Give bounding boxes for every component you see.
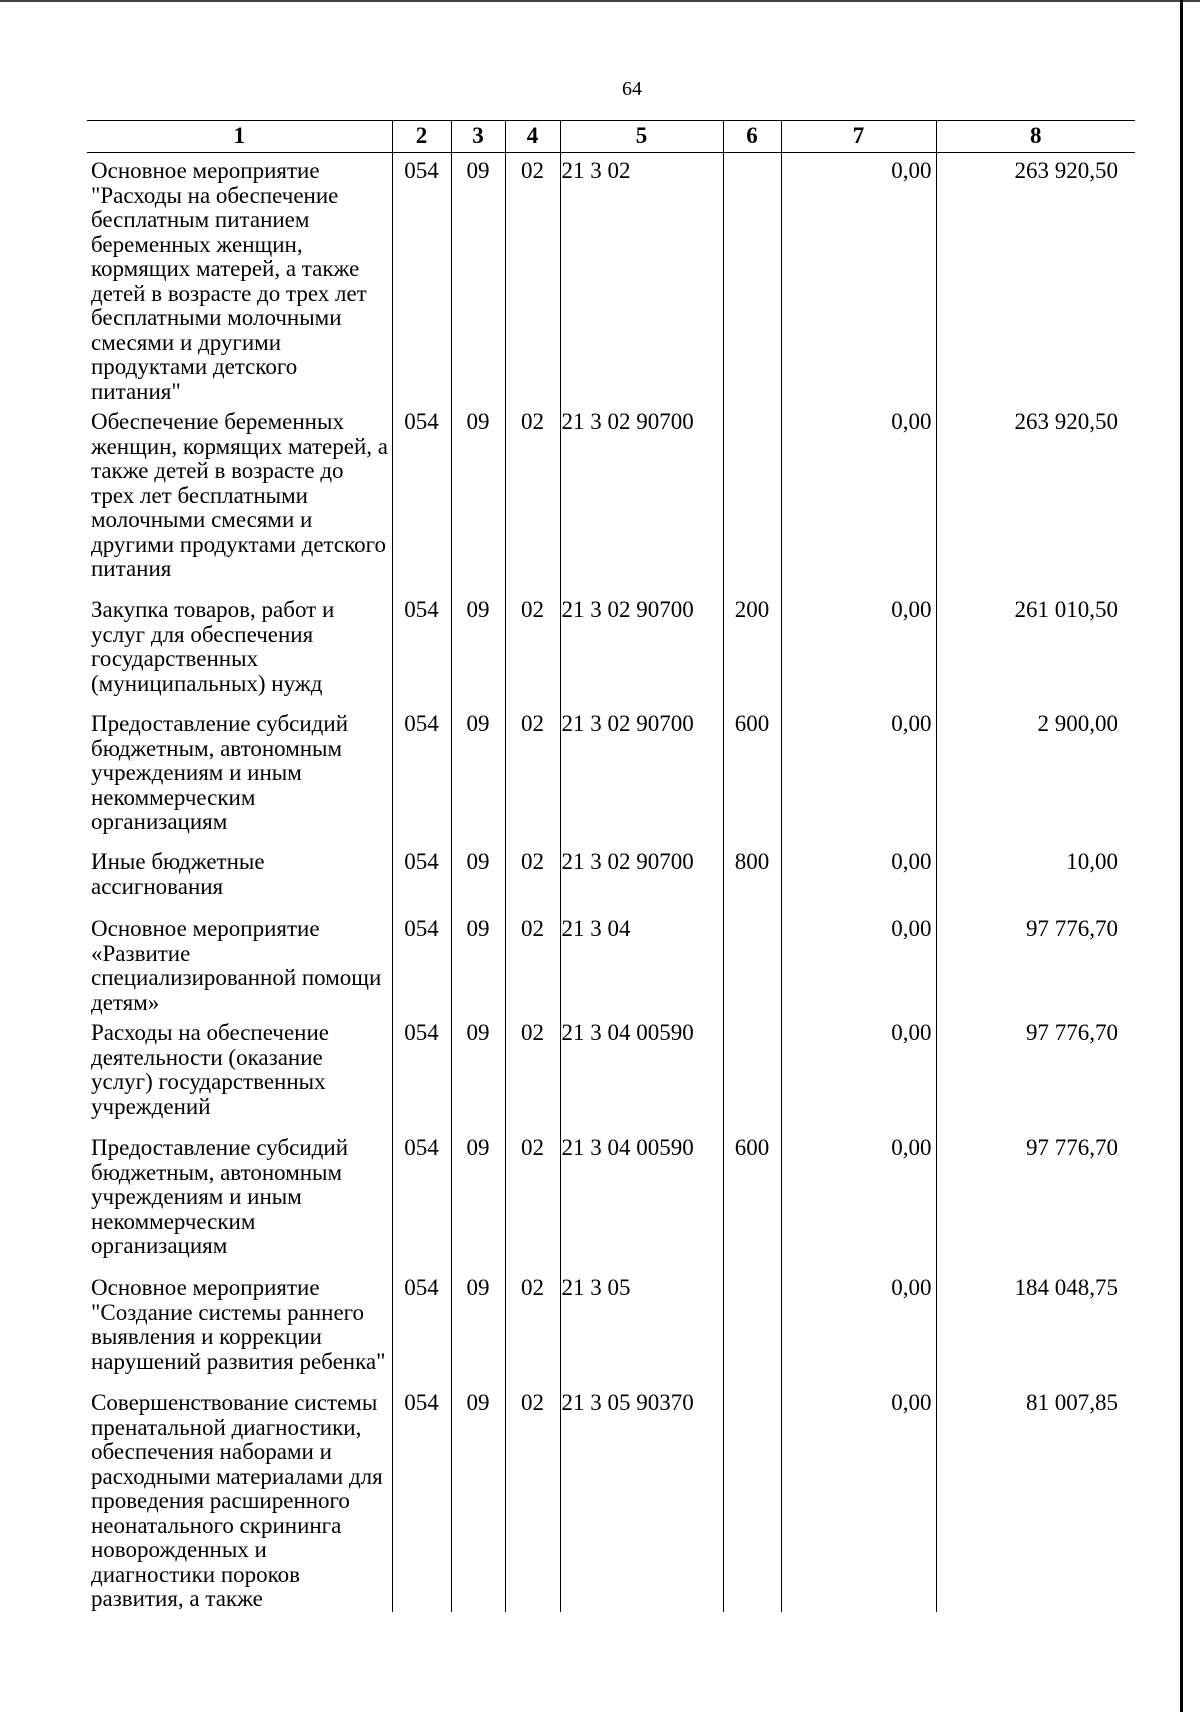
- row-pr: 02: [505, 592, 560, 706]
- row-name: Предоставление субсидий бюджетным, автономным учреждениям и иным некоммерческим организациям: [91, 1135, 348, 1258]
- row-name: Обеспечение беременных женщин, кормящих матерей, а также детей в возрасте до трех лет бесплатными молочными смесями и другими продуктами детского питания: [91, 409, 388, 581]
- row-sum2: 261 010,50: [936, 592, 1135, 706]
- row-grbs: 054: [392, 1385, 451, 1612]
- row-name: Основное мероприятие "Расходы на обеспечение бесплатным питанием беременных женщин, кормящих матерей, а также детей в возрасте до трех лет бесплатными молочными смесями и другими продуктами детского питания": [91, 158, 367, 404]
- row-sum1: 0,00: [781, 153, 936, 405]
- row-vr: 600: [723, 1130, 781, 1270]
- row-csr: 21 3 02 90700: [560, 706, 723, 844]
- row-grbs: 054: [392, 844, 451, 911]
- row-sum2: 263 920,50: [936, 404, 1135, 592]
- row-sum2: 81 007,85: [936, 1385, 1135, 1612]
- row-rz: 09: [451, 911, 505, 1015]
- header-row: [87, 121, 1135, 153]
- row-rz: 09: [451, 1130, 505, 1270]
- row-csr: 21 3 02 90700: [560, 844, 723, 911]
- row-grbs: 054: [392, 1270, 451, 1385]
- row-sum1: 0,00: [781, 592, 936, 706]
- row-rz: 09: [451, 592, 505, 706]
- row-sum2: 97 776,70: [936, 1130, 1135, 1270]
- table-row: [87, 1270, 1135, 1385]
- row-rz: 09: [451, 706, 505, 844]
- row-rz: 09: [451, 1385, 505, 1612]
- header-col-8: 8: [936, 121, 1135, 153]
- row-sum1: 0,00: [781, 844, 936, 911]
- row-csr: 21 3 05: [560, 1270, 723, 1385]
- row-sum2: 263 920,50: [936, 153, 1135, 405]
- row-name: Иные бюджетные ассигнования: [91, 849, 265, 899]
- row-pr: 02: [505, 153, 560, 405]
- row-sum1: 0,00: [781, 1270, 936, 1385]
- header-col-2: 2: [392, 121, 451, 153]
- row-rz: 09: [451, 404, 505, 592]
- table-row: [87, 404, 1135, 592]
- row-sum1: 0,00: [781, 706, 936, 844]
- row-grbs: 054: [392, 1015, 451, 1130]
- row-rz: 09: [451, 153, 505, 405]
- header-col-4: 4: [505, 121, 560, 153]
- table-row: [87, 706, 1135, 844]
- budget-table: [87, 120, 1135, 1612]
- row-name: Совершенствование системы пренатальной диагностики, обеспечения наборами и расходными материалами для проведения расширенного неонатального скрининга новорожденных и диагностики пороков развития, а также: [91, 1390, 383, 1611]
- row-vr: [723, 1385, 781, 1612]
- table-row: [87, 911, 1135, 1015]
- row-pr: 02: [505, 706, 560, 844]
- header-col-7: 7: [781, 121, 936, 153]
- row-name: Основное мероприятие "Создание системы раннего выявления и коррекции нарушений развития ребенка": [91, 1275, 386, 1374]
- row-sum2: 97 776,70: [936, 1015, 1135, 1130]
- row-sum1: 0,00: [781, 1015, 936, 1130]
- scan-top-edge: [0, 0, 1200, 2]
- row-csr: 21 3 04: [560, 911, 723, 1015]
- row-rz: 09: [451, 844, 505, 911]
- row-sum1: 0,00: [781, 1130, 936, 1270]
- page-number: 64: [622, 78, 642, 100]
- table-row: [87, 153, 1135, 405]
- row-vr: [723, 153, 781, 405]
- row-vr: 600: [723, 706, 781, 844]
- row-name: Расходы на обеспечение деятельности (оказание услуг) государственных учреждений: [91, 1020, 329, 1119]
- row-sum1: 0,00: [781, 404, 936, 592]
- row-pr: 02: [505, 844, 560, 911]
- row-vr: [723, 404, 781, 592]
- row-pr: 02: [505, 1015, 560, 1130]
- table-row: [87, 592, 1135, 706]
- header-col-6: 6: [723, 121, 781, 153]
- row-pr: 02: [505, 1130, 560, 1270]
- row-vr: [723, 1270, 781, 1385]
- row-pr: 02: [505, 404, 560, 592]
- row-sum2: 97 776,70: [936, 911, 1135, 1015]
- row-grbs: 054: [392, 1130, 451, 1270]
- row-name: Основное мероприятие «Развитие специализированной помощи детям»: [91, 916, 382, 1015]
- row-csr: 21 3 02 90700: [560, 404, 723, 592]
- header-col-5: 5: [560, 121, 723, 153]
- row-sum1: 0,00: [781, 911, 936, 1015]
- row-sum1: 0,00: [781, 1385, 936, 1612]
- table-row: [87, 1385, 1135, 1612]
- row-grbs: 054: [392, 404, 451, 592]
- row-csr: 21 3 04 00590: [560, 1130, 723, 1270]
- row-sum2: 2 900,00: [936, 706, 1135, 844]
- row-grbs: 054: [392, 911, 451, 1015]
- scan-right-edge: [1180, 0, 1183, 1712]
- row-csr: 21 3 04 00590: [560, 1015, 723, 1130]
- row-vr: [723, 911, 781, 1015]
- table-row: [87, 1015, 1135, 1130]
- row-rz: 09: [451, 1015, 505, 1130]
- row-csr: 21 3 02 90700: [560, 592, 723, 706]
- row-pr: 02: [505, 911, 560, 1015]
- row-grbs: 054: [392, 706, 451, 844]
- row-sum2: 10,00: [936, 844, 1135, 911]
- row-csr: 21 3 02: [560, 153, 723, 405]
- row-vr: [723, 1015, 781, 1130]
- table-row: [87, 844, 1135, 911]
- row-pr: 02: [505, 1270, 560, 1385]
- row-vr: 800: [723, 844, 781, 911]
- row-csr: 21 3 05 90370: [560, 1385, 723, 1612]
- table-row: [87, 1130, 1135, 1270]
- row-sum2: 184 048,75: [936, 1270, 1135, 1385]
- header-col-1: 1: [87, 121, 392, 153]
- row-name: Предоставление субсидий бюджетным, автономным учреждениям и иным некоммерческим организациям: [91, 711, 348, 834]
- row-grbs: 054: [392, 153, 451, 405]
- header-col-3: 3: [451, 121, 505, 153]
- row-rz: 09: [451, 1270, 505, 1385]
- row-grbs: 054: [392, 592, 451, 706]
- row-name: Закупка товаров, работ и услуг для обеспечения государственных (муниципальных) нужд: [91, 597, 335, 696]
- row-pr: 02: [505, 1385, 560, 1612]
- row-vr: 200: [723, 592, 781, 706]
